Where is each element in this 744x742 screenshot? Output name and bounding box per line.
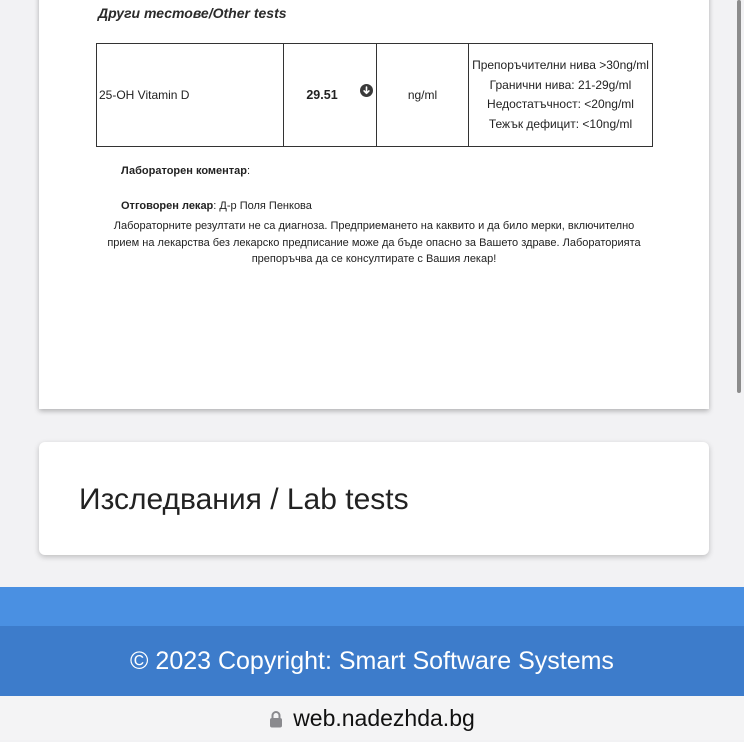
test-name-cell: 25-OH Vitamin D: [97, 44, 284, 147]
footer-accent-bar: [0, 587, 744, 626]
results-table: [96, 43, 653, 147]
report-document: [39, 0, 709, 409]
browser-url-bar[interactable]: [0, 696, 744, 740]
section-heading: Други тестове/Other tests: [98, 5, 287, 21]
lock-icon: [269, 698, 283, 742]
footer-copyright: © 2023 Copyright: Smart Software Systems: [0, 626, 744, 696]
arrow-down-circle-icon: [360, 84, 373, 97]
test-value: 29.51: [306, 88, 338, 102]
scrollbar[interactable]: [737, 0, 741, 393]
reference-range-cell: Препоръчителни нива >30ng/ml Гранични нива: 21-29g/ml Недостатъчност: <20ng/ml Тежък дефицит: <10ng/ml: [469, 44, 653, 147]
doctor-name: Д-р Поля Пенкова: [219, 200, 312, 212]
test-value-cell: [284, 44, 377, 147]
disclaimer-text: Лабораторните резултати не са диагноза. Предприемането на каквито и да било мерки, включително прием на лекарства без лекарско предписание може да бъде опасно за Вашето здраве. Лабораторията препоръчва да се консултирате с Вашия лекар!: [107, 220, 641, 265]
lab-comment: Лабораторен коментар:: [121, 165, 251, 177]
table-row: [97, 44, 653, 147]
lab-tests-card[interactable]: [39, 442, 709, 555]
responsible-doctor: Отговорен лекар: Д-р Поля Пенкова: [121, 200, 312, 212]
lab-comment-label: Лабораторен коментар: [121, 165, 248, 177]
url-text: web.nadezhda.bg: [293, 705, 475, 731]
doctor-label: Отговорен лекар: [121, 200, 214, 212]
test-unit-cell: ng/ml: [377, 44, 469, 147]
lab-tests-title: Изследвания / Lab tests: [79, 483, 409, 516]
